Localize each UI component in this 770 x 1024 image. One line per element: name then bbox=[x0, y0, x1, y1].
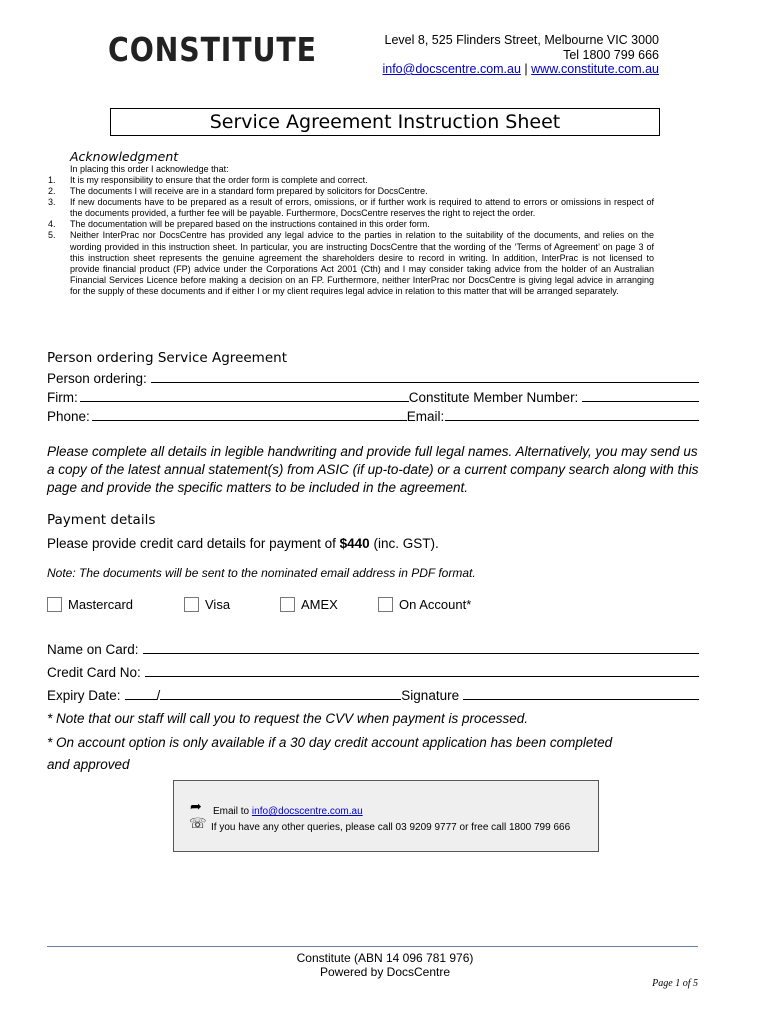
signature-label: Signature bbox=[401, 688, 460, 703]
card-number-row bbox=[47, 665, 699, 680]
expiry-year-field[interactable] bbox=[160, 688, 401, 700]
checkbox-box[interactable] bbox=[280, 597, 295, 612]
person-ordering-label: Person ordering: bbox=[47, 371, 147, 386]
amex-checkbox[interactable]: AMEX bbox=[280, 597, 338, 612]
checkbox-box[interactable] bbox=[184, 597, 199, 612]
expiry-signature-row bbox=[47, 688, 699, 703]
member-number-field[interactable] bbox=[582, 390, 699, 402]
cvv-note: * Note that our staff will call you to request the CVV when payment is processed. bbox=[47, 711, 528, 726]
card-number-label: Credit Card No: bbox=[47, 665, 141, 680]
firm-label: Firm: bbox=[47, 390, 78, 405]
visa-checkbox[interactable]: Visa bbox=[184, 597, 230, 612]
list-item: 1. It is my responsibility to ensure that the order form is complete and correct. bbox=[48, 175, 368, 185]
list-item: 2. The documents I will receive are in a standard form prepared by solicitors for DocsCentre. bbox=[48, 186, 428, 197]
card-number-field[interactable] bbox=[145, 665, 699, 677]
person-section-heading: Person ordering Service Agreement bbox=[47, 350, 287, 366]
footer-powered-by: Powered by DocsCentre bbox=[319, 965, 451, 979]
pdf-note: Note: The documents will be sent to the nominated email address in PDF format. bbox=[47, 566, 476, 580]
website-link[interactable]: www.constitute.com.au bbox=[531, 62, 659, 76]
list-item: 3. If new documents have to be prepared as a result of errors, omissions, or if further work is required to attend to errors or omissions in respect of the documents provided, a further fee will be payable. Furthermore, DocsCentre reserves the right to reject the order. bbox=[48, 197, 654, 219]
email-arrow-icon: ➦ bbox=[190, 798, 202, 814]
company-address-block bbox=[382, 33, 659, 77]
person-ordering-row bbox=[47, 371, 699, 386]
list-item: 4. The documentation will be prepared based on the instructions contained in this order form. bbox=[48, 219, 430, 230]
expiry-month-field[interactable] bbox=[125, 688, 157, 700]
expiry-separator: / bbox=[156, 688, 161, 703]
acknowledgment-list bbox=[48, 175, 654, 297]
acknowledgment-heading: Acknowledgment bbox=[70, 149, 179, 164]
company-logo: CONSTITUTE bbox=[108, 30, 317, 69]
on-account-checkbox[interactable]: On Account* bbox=[378, 597, 471, 612]
contact-email-line: Email to info@docscentre.com.au bbox=[213, 806, 363, 817]
checkbox-box[interactable] bbox=[378, 597, 393, 612]
checkbox-box[interactable] bbox=[47, 597, 62, 612]
person-ordering-field[interactable] bbox=[151, 371, 699, 383]
firm-row bbox=[47, 390, 699, 405]
address-line: Level 8, 525 Flinders Street, Melbourne VIC 3000 bbox=[384, 33, 659, 47]
signature-field[interactable] bbox=[463, 688, 699, 700]
footer-abn: Constitute (ABN 14 096 781 976) bbox=[296, 951, 474, 965]
email-link[interactable]: info@docscentre.com.au bbox=[382, 62, 521, 76]
payment-amount: $440 bbox=[339, 536, 370, 551]
telephone-icon: ☏ bbox=[189, 815, 207, 831]
phone-label: Phone: bbox=[47, 409, 90, 424]
email-field[interactable] bbox=[445, 409, 699, 421]
member-number-label: Constitute Member Number: bbox=[408, 390, 579, 405]
account-note-line-1: * On account option is only available if a 30 day credit account application has been completed bbox=[47, 735, 613, 750]
list-item: 5. Neither InterPrac nor DocsCentre has provided any legal advice to the parties in relation to the suitability of the documents, and relies on the wording provided in this instruction sheet. In particular, you are instructing DocsCentre that the wording of the ‘Terms of Agreement’ on page 3 of this instruction sheet represents the genuine agreement the shareholders desire to record in writing. In addition, InterPrac is not licensed to provide financial product (FP) advice under the Corporations Act 2001 (Cth) and I may consider taking advice from the holder of an Australian Financial Services Licence before making a decision on an FP. Furthermore, neither InterPrac nor DocsCentre is giving legal advice in arranging for the supply of these documents and if either I or my client requires legal advice in relation to this matter that will be arranged separately. bbox=[48, 230, 654, 296]
phone-row bbox=[47, 409, 699, 424]
acknowledgment-intro: In placing this order I acknowledge that: bbox=[70, 164, 229, 174]
contact-phone-line: If you have any other queries, please call 03 9209 9777 or free call 1800 799 666 bbox=[211, 822, 571, 833]
link-separator: | bbox=[524, 62, 528, 76]
name-on-card-label: Name on Card: bbox=[47, 642, 139, 657]
footer-divider bbox=[47, 946, 698, 947]
phone-field[interactable] bbox=[92, 409, 407, 421]
instructions-notice: Please complete all details in legible handwriting and provide full legal names. Alternatively, you may send us a copy of the latest annual statement(s) from ASIC (if up-to-date) or a current company search along with this page and provide the specific matters to be included in the agreement. bbox=[47, 444, 699, 495]
page-number: Page 1 of 5 bbox=[652, 978, 698, 989]
page-title: Service Agreement Instruction Sheet bbox=[110, 108, 660, 136]
expiry-label: Expiry Date: bbox=[47, 688, 121, 703]
payment-instruction: Please provide credit card details for payment of $440 (inc. GST). bbox=[47, 536, 439, 551]
tel-line: Tel 1800 799 666 bbox=[563, 47, 659, 62]
payment-section-heading: Payment details bbox=[47, 512, 156, 528]
email-label: Email: bbox=[406, 409, 445, 424]
account-note-line-2: and approved bbox=[47, 757, 130, 772]
name-on-card-field[interactable] bbox=[143, 642, 699, 654]
name-on-card-row bbox=[47, 642, 699, 657]
mastercard-checkbox[interactable]: Mastercard bbox=[47, 597, 133, 612]
contact-email-link[interactable]: info@docscentre.com.au bbox=[251, 806, 363, 817]
firm-field[interactable] bbox=[80, 390, 409, 402]
